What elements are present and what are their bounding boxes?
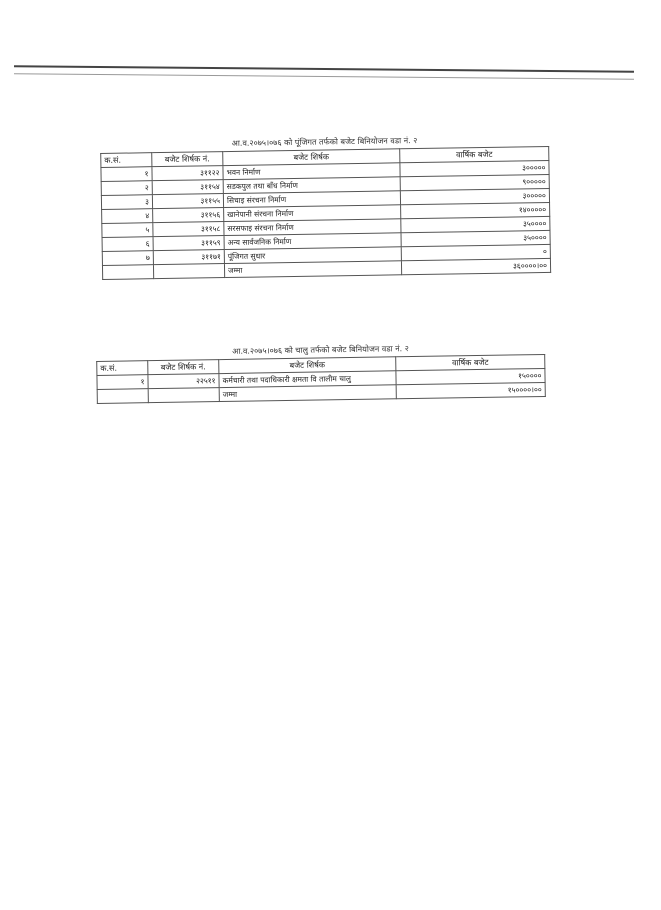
row-sn: ६ <box>102 237 153 252</box>
top-rule <box>14 65 634 72</box>
capital-budget-section <box>100 133 551 280</box>
capital-budget-table <box>100 146 551 280</box>
row-budget: १५०००० <box>396 368 545 384</box>
total-budget: ३६००००।०० <box>401 258 550 274</box>
recurrent-budget-table <box>96 354 546 404</box>
total-sn-empty <box>102 265 153 280</box>
row-sn: २ <box>101 181 152 196</box>
header-code: बजेट शिर्षक नं. <box>152 152 223 167</box>
total-code-empty <box>148 388 219 403</box>
row-code: ३११५९ <box>153 236 224 251</box>
top-rule-thin <box>14 73 634 79</box>
row-sn: ५ <box>102 223 153 238</box>
row-code: ३११५८ <box>153 222 224 237</box>
header-head: बजेट शिर्षक <box>223 149 400 166</box>
row-sn: ७ <box>102 251 153 266</box>
row-head: सडकपुल तथा बाँध निर्माण <box>223 177 400 194</box>
row-head: सिचाइ संरचना निर्माण <box>223 191 400 208</box>
row-code: ३११५५ <box>152 194 223 209</box>
row-budget: ३५०००० <box>401 216 550 232</box>
header-code: बजेट शिर्षक नं. <box>148 360 219 375</box>
row-code: ३११५६ <box>153 208 224 223</box>
row-budget: ० <box>401 244 550 260</box>
header-budget: वार्षिक बजेट <box>396 354 545 370</box>
recurrent-budget-title: आ.व.२०७५।०७६ को चालु तर्फको बजेट बिनियोजन वडा नं. २ <box>232 344 409 356</box>
row-budget: ३००००० <box>400 160 549 176</box>
row-head: खानेपानी संरचना निर्माण <box>224 205 401 222</box>
total-code-empty <box>153 264 224 279</box>
row-head: पूंजिगत सुधार <box>224 247 401 264</box>
row-code: ३११५४ <box>152 180 223 195</box>
row-code: ३११२२ <box>152 166 223 181</box>
row-sn: ३ <box>101 195 152 210</box>
recurrent-budget-section <box>96 341 546 404</box>
header-budget: वार्षिक बजेट <box>400 146 549 162</box>
total-label: जम्मा <box>219 385 396 402</box>
header-head: बजेट शिर्षक <box>219 357 396 374</box>
total-label: जम्मा <box>224 261 401 278</box>
capital-budget-title: आ.व.२०७५।०७६ को पूंजिगत तर्फको बजेट बिनियोजन वडा नं. २ <box>231 136 418 148</box>
header-sn: क.सं. <box>97 361 148 376</box>
total-budget: १५००००।०० <box>396 382 545 398</box>
row-head: अन्य सार्वजनिक निर्माण <box>224 233 401 250</box>
row-budget: १४००००० <box>401 202 550 218</box>
row-head: कर्मचारी तथा पदाधिकारी क्षमता वि तालीम चालु <box>219 371 396 388</box>
row-budget: ३००००० <box>400 188 549 204</box>
total-sn-empty <box>97 389 148 404</box>
row-sn: १ <box>97 375 148 390</box>
row-sn: १ <box>101 167 152 182</box>
row-budget: ३५०००० <box>401 230 550 246</box>
row-budget: ९००००० <box>400 174 549 190</box>
row-head: सरसफाइ संरचना निर्माण <box>224 219 401 236</box>
row-code: ३११७१ <box>153 250 224 265</box>
header-sn: क.सं. <box>101 153 152 168</box>
row-sn: ४ <box>102 209 153 224</box>
row-code: २२५११ <box>148 374 219 389</box>
row-head: भवन निर्माण <box>223 163 400 180</box>
